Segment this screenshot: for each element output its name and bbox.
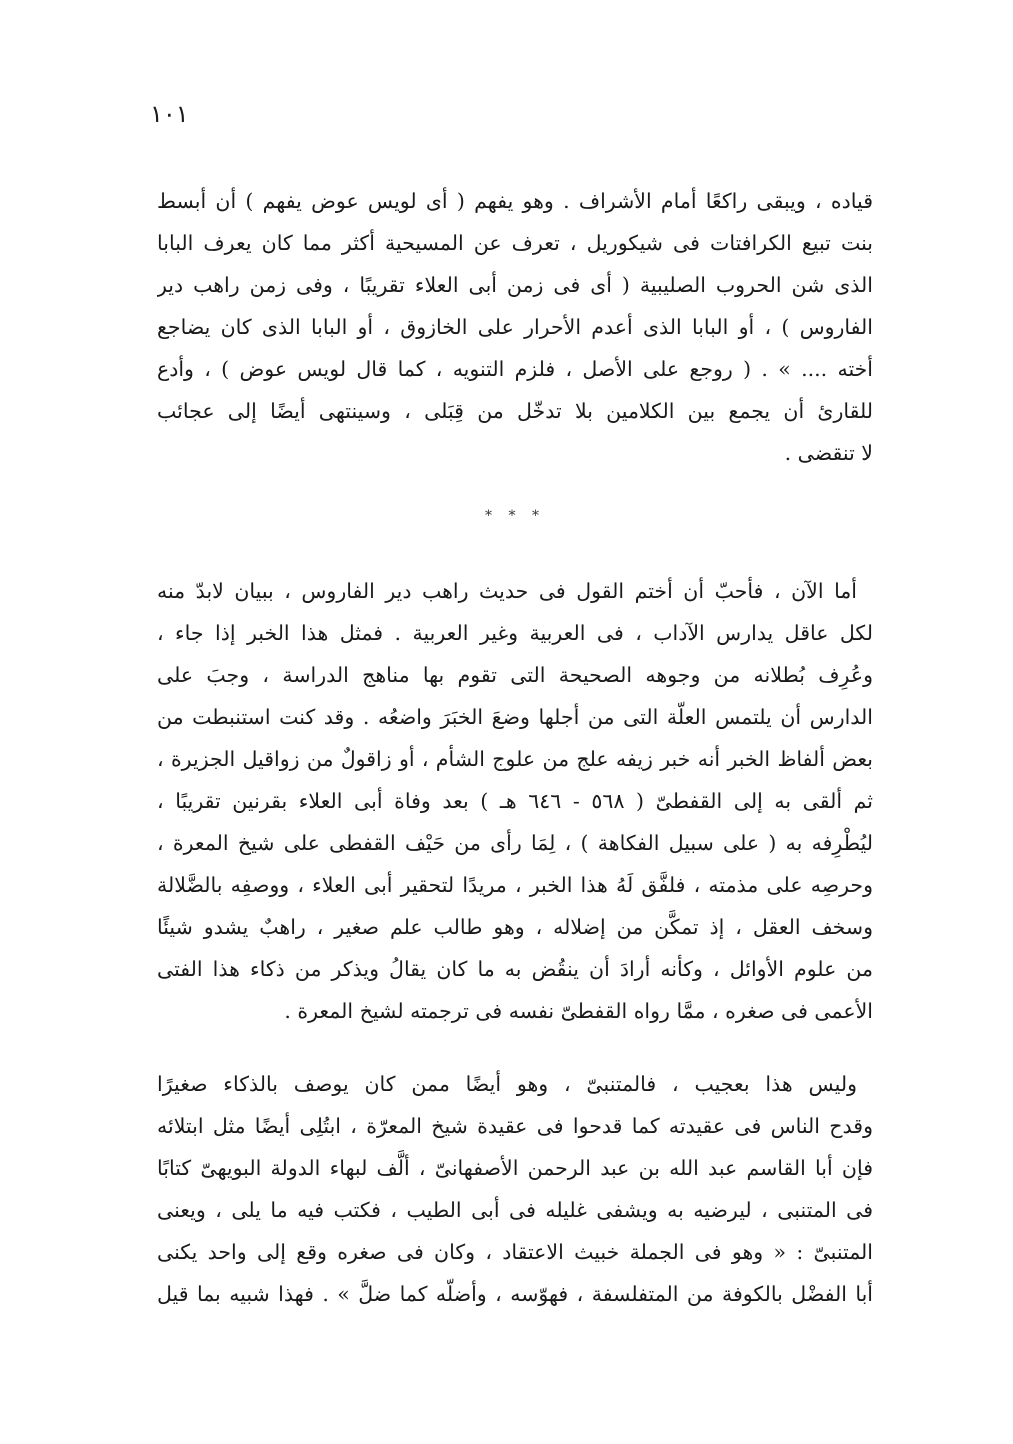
paragraph-line: وحرصِه على مذمته ، فلفَّق لَهُ هذا الخبر ، مريدًا لتحقير أبى العلاء ، ووصفِه بالضَّلالة <box>157 873 873 897</box>
paragraph-line: وقدح الناس فى عقيدته كما قدحوا فى عقيدة شيخ المعرّة ، ابتُلِى أيضًا مثل ابتلائه <box>157 1114 873 1138</box>
paragraph-line: للقارئ أن يجمع بين الكلامين بلا تدخّل من قِبَلى ، وسينتهى أيضًا إلى عجائب <box>157 399 873 423</box>
paragraph-line: أما الآن ، فأحبّ أن أختم القول فى حديث راهب دير الفاروس ، ببيان لابدّ منه <box>157 579 857 603</box>
paragraph-line: الأعمى فى صغره ، ممَّا رواه القفطىّ نفسه فى ترجمته لشيخ المعرة . <box>284 999 873 1023</box>
paragraph-line: لا تنقضى . <box>784 441 873 465</box>
paragraph-line: بنت تبيع الكرافتات فى شيكوريل ، تعرف عن المسيحية أكثر مما كان يعرف البابا <box>157 231 873 255</box>
paragraph-2 <box>157 570 873 1032</box>
paragraph-line: قياده ، ويبقى راكعًا أمام الأشراف . وهو يفهم ( أى لويس عوض يفهم ) أن أبسط <box>157 189 873 213</box>
paragraph-line: أبا الفضْل بالكوفة من المتفلسفة ، فهوّسه ، وأضلّه كما ضلَّ » . فهذا شبيه بما قيل <box>157 1282 873 1306</box>
paragraph-line: وعُرِف بُطلانه من وجوهه الصحيحة التى تقوم بها مناهج الدراسة ، وجبَ على <box>157 663 873 687</box>
section-separator: * * * <box>485 508 545 524</box>
page-number: ١٠١ <box>150 100 189 128</box>
paragraph-line: ثم ألقى به إلى القفطىّ ( ٥٦٨ - ٦٤٦ هـ ) بعد وفاة أبى العلاء بقرنين تقريبًا ، <box>157 789 873 813</box>
paragraph-line: المتنبىّ : « وهو فى الجملة خبيث الاعتقاد ، وكان فى صغره وقع إلى واحد يكنى <box>157 1240 873 1264</box>
paragraph-line: من علوم الأوائل ، وكأنه أرادَ أن ينقُض به ما كان يقالُ ويذكر من ذكاء هذا الفتى <box>157 957 873 981</box>
paragraph-line: الفاروس ) ، أو البابا الذى أعدم الأحرار على الخازوق ، أو البابا الذى كان يضاجع <box>157 315 873 339</box>
paragraph-line: أخته .... » . ( روجع على الأصل ، فلزم التنويه ، كما قال لويس عوض ) ، وأدع <box>157 357 873 381</box>
paragraph-1 <box>157 180 873 474</box>
paragraph-line: فإن أبا القاسم عبد الله بن عبد الرحمن الأصفهانىّ ، ألَّف لبهاء الدولة البويهىّ كتابًا <box>157 1156 873 1180</box>
paragraph-line: لكل عاقل يدارس الآداب ، فى العربية وغير العربية . فمثل هذا الخبر إذا جاء ، <box>157 621 873 645</box>
paragraph-line: وليس هذا بعجيب ، فالمتنبىّ ، وهو أيضًا ممن كان يوصف بالذكاء صغيرًا <box>157 1072 857 1096</box>
paragraph-line: فى المتنبى ، ليرضيه به ويشفى غليله فى أبى الطيب ، فكتب فيه ما يلى ، ويعنى <box>157 1198 873 1222</box>
paragraph-line: الذى شن الحروب الصليبية ( أى فى زمن أبى العلاء تقريبًا ، وفى زمن راهب دير <box>157 273 873 297</box>
paragraph-line: الدارس أن يلتمس العلّة التى من أجلها وضعَ الخبَرَ واضعُه . وقد كنت استنبطت من <box>157 705 873 729</box>
paragraph-line: ليُطْرِفه به ( على سبيل الفكاهة ) ، لِمَا رأى من حَيْف القفطى على شيخ المعرة ، <box>157 831 873 855</box>
paragraph-line: بعض ألفاظ الخبر أنه خبر زيفه علج من علوج الشأم ، أو زاقولٌ من زواقيل الجزيرة ، <box>157 747 873 771</box>
paragraph-line: وسخف العقل ، إذ تمكَّن من إضلاله ، وهو طالب علم صغير ، راهبٌ يشدو شيئًا <box>157 915 873 939</box>
paragraph-3 <box>157 1063 873 1315</box>
